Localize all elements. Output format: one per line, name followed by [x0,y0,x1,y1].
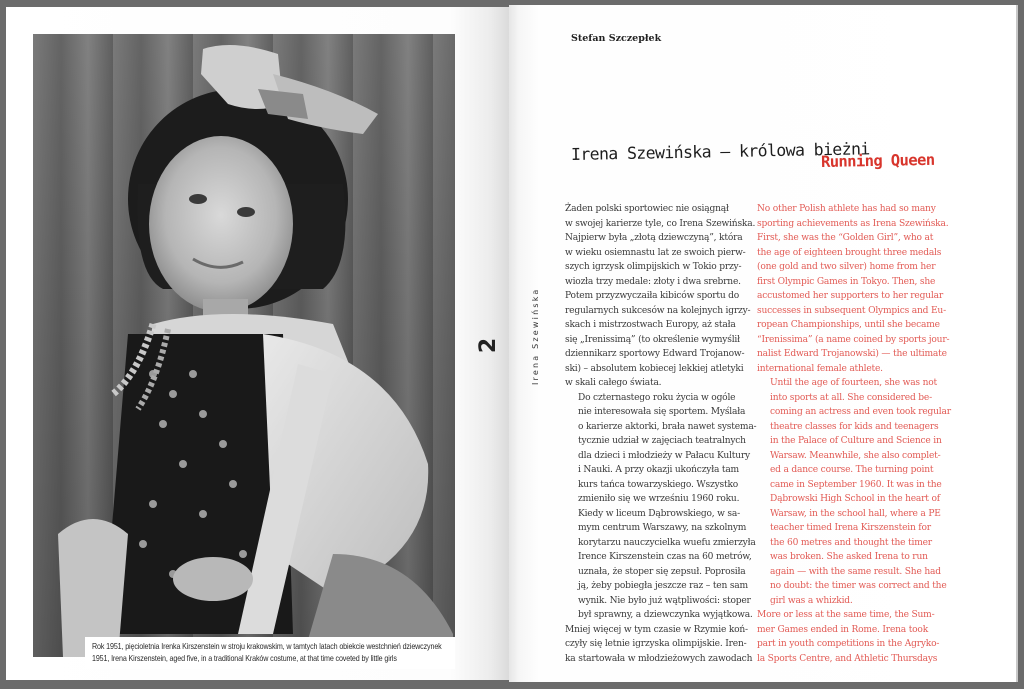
text-line: Until the age of fourteen, she was not [770,378,937,388]
text-line: was broken. She asked Irena to run [770,552,928,562]
text-line: the 60 metres and thought the timer [770,537,932,548]
text-line: wynik. Nie było już wątpliwości: stoper [578,595,751,606]
text-line: mer Games ended in Rome. Irena took [757,624,929,635]
text-line: into sports at all. She considered be- [770,392,932,403]
text-line: (one gold and two silver) home from her [757,262,936,272]
chapter-title-english: Running Queen [820,150,935,171]
text-line: ka startowała w młodzieżowych zawodach [565,653,753,664]
text-line: uznała, że stoper się zepsuł. Poprosiła [578,566,746,577]
text-line: first Olympic Games in Tokyo. Then, she [757,276,936,287]
body-column-english [757,202,951,666]
text-line: w skali całego świata. [565,378,662,388]
text-line: accustomed her supporters to her regular [757,291,943,301]
text-line: tycznie udział w zajęciach teatralnych [578,436,746,446]
text-line: “Irenissima” (a name coined by sports jour- [757,334,950,345]
text-line: teacher timed Irena Kirszenstein for [770,523,931,533]
text-line: wiozła trzy medale: złoty i dwa srebrne. [565,276,741,287]
book-spread [6,5,1018,682]
text-line: był sprawny, a dziewczynka wyjątkowa. [578,610,753,620]
running-title-vertical: Irena Szewińska [531,287,540,385]
text-line: coming an actress and even took regular [770,407,951,417]
text-line: czyły się letnie igrzyska olimpijskie. Iren- [565,639,747,649]
text-line: No other Polish athlete has had so many [757,204,936,214]
text-line: szych igrzysk olimpijskich w Tokio przy- [565,262,742,272]
caption-polish: Rok 1951, pięcioletnia Irenka Kirszenstein w stroju krakowskim, w tamtych latach obiekcie westchnień dziewczynek [92,641,442,651]
text-line: no doubt: the timer was correct and the [770,581,947,591]
caption-english: 1951, Irena Kirszenstein, aged five, in a traditional Kraków costume, at that time coveted by little girls [92,653,397,663]
text-line: Mniej więcej w tym czasie w Rzymie koń- [565,624,748,635]
text-line: sporting achievements as Irena Szewińska. [757,218,949,229]
left-page [6,7,511,680]
author-name: Stefan Szczepłek [571,33,662,44]
text-line: ed a dance course. The turning point [770,465,934,475]
text-line: nalist Edward Trojanowski) — the ultimate [757,349,947,359]
chapter-title-polish: Irena Szewińska – królowa bieżni [570,139,870,164]
text-line: ski) – absolutem kobiecej lekkiej atletyki [565,363,744,374]
text-line: o karierze aktorki, brała nawet systema- [578,421,757,432]
text-line: came in September 1960. It was in the [770,479,942,490]
photo-caption [85,637,455,669]
portrait-illustration [33,34,455,657]
text-line: Potem przyzwyczaiła kibiców sportu do [565,291,740,301]
text-line: Dąbrowski High School in the heart of [770,494,940,504]
portrait-photo [33,34,455,663]
chapter-number: 2 [476,337,502,354]
text-line: More or less at the same time, the Sum- [757,610,935,620]
text-line: Żaden polski sportowiec nie osiągnął [565,204,729,214]
text-line: la Sports Centre, and Athletic Thursdays [757,653,938,664]
text-line: skach i mistrzostwach Europy, aż stała [565,320,736,330]
text-line: girl was a whizkid. [770,595,853,606]
text-line: successes in subsequent Olympics and Eu- [757,305,946,316]
right-page [476,5,1018,682]
text-line: dziennikarz sportowy Edward Trojanow- [565,349,745,359]
text-line: the age of eighteen brought three medals [757,247,942,258]
text-line: i Nauki. A przy okazji ukończyła tam [578,465,739,475]
text-line: First, she was the “Golden Girl”, who at [757,233,934,243]
text-line: Do czternastego roku życia w ogóle [578,392,736,403]
text-line: ją, żeby pobiegła jeszcze raz – ten sam [578,581,748,591]
text-line: theatre classes for kids and teenagers [770,421,939,432]
text-line: in the Palace of Culture and Science in [770,436,942,446]
text-line: Warsaw. Meanwhile, she also complet- [770,450,941,461]
text-line: regularnych sukcesów na kolejnych igrzy- [565,305,751,316]
text-line: nie interesowała się sportem. Myślała [578,407,746,417]
text-line: part in youth competitions in the Agryko- [757,639,940,649]
text-line: korytarzu nauczycielka wuefu zmierzyła [578,537,756,548]
text-line: Najpierw była „złotą dziewczyną”, która [565,233,743,243]
text-line: ropean Championships, until she became [757,320,940,330]
text-line: dla dzieci i młodzieży w Pałacu Kultury [578,450,750,461]
text-line: w wieku osiemnastu lat ze swoich pierw- [565,247,746,258]
text-line: w swojej karierze tyle, co Irena Szewińska. [565,218,756,229]
text-line: zmieniło się we wrześniu 1960 roku. [578,494,740,504]
text-line: again — with the same result. She had [770,566,941,577]
text-line: international female athlete. [757,363,883,374]
text-line: Kiedy w liceum Dąbrowskiego, w sa- [578,508,740,519]
text-line: Irence Kirszenstein czas na 60 metrów, [578,552,752,562]
text-line: się „Irenissimą” (to określenie wymyślił [565,334,740,345]
text-line: mym centrum Warszawy, na szkolnym [578,523,747,533]
body-column-polish [565,202,756,666]
text-line: Warsaw, in the school hall, where a PE [770,508,941,519]
text-line: kurs tańca towarzyskiego. Wszystko [578,479,739,490]
